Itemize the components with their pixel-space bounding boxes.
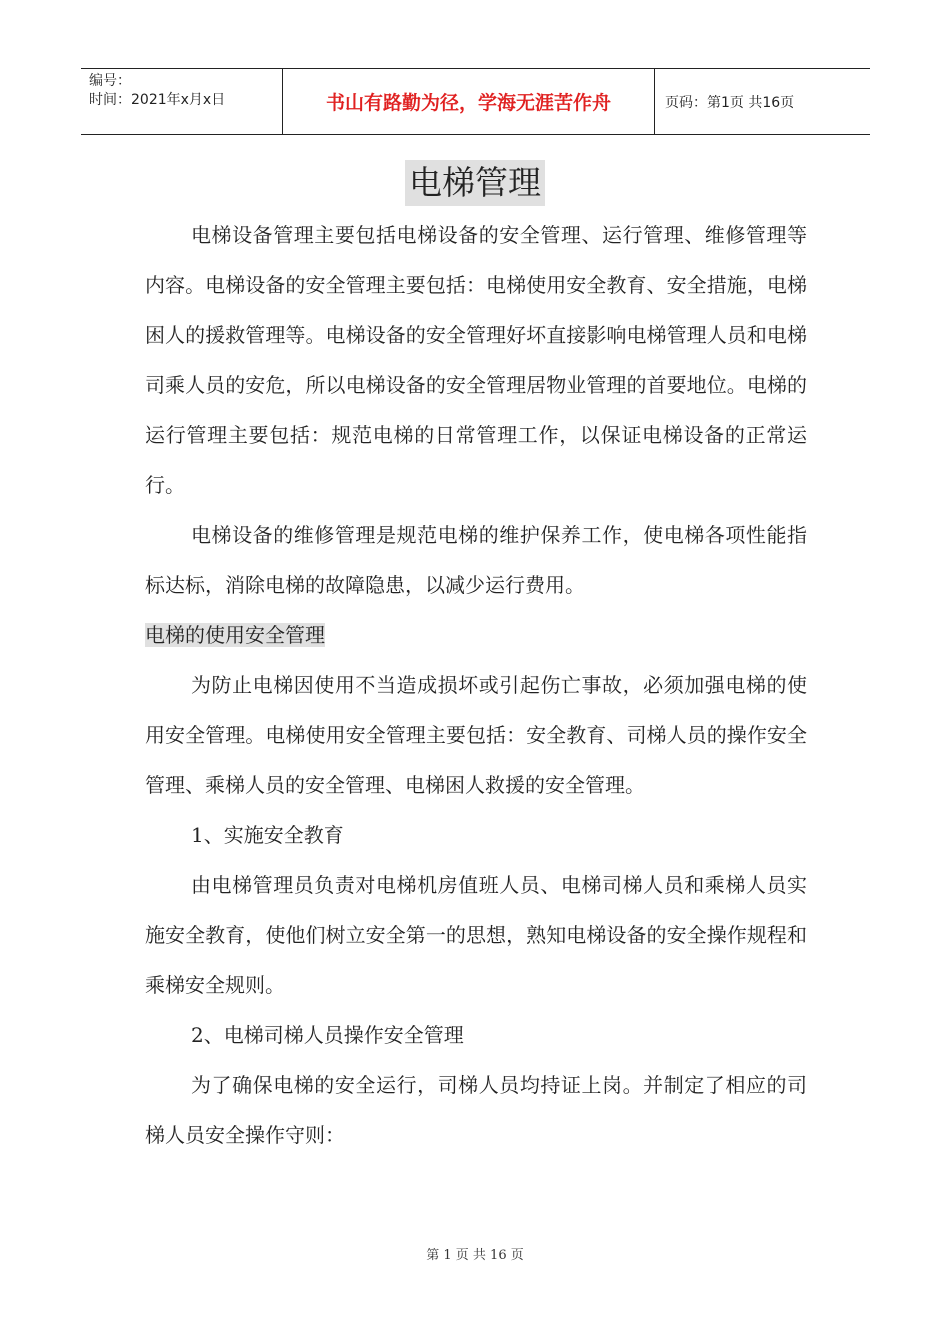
list-heading: 2、电梯司梯人员操作安全管理 xyxy=(191,1023,464,1047)
paragraph: 由电梯管理员负责对电梯机房值班人员、电梯司梯人员和乘梯人员实施安全教育，使他们树立安全第一的思想，熟知电梯设备的安全操作规程和乘梯安全规则。 xyxy=(145,873,807,997)
page-info-text: 页码：第1页 共16页 xyxy=(665,94,795,111)
section-heading xyxy=(145,610,807,660)
page-footer: 第 1 页 共 16 页 xyxy=(426,1248,524,1263)
document-title xyxy=(0,160,950,206)
list-heading: 1、实施安全教育 xyxy=(191,823,344,847)
section-heading-text: 电梯的使用安全管理 xyxy=(145,623,325,647)
number-label: 编号： xyxy=(89,73,131,89)
title-text: 电梯管理 xyxy=(405,160,545,206)
paragraph: 为防止电梯因使用不当造成损坏或引起伤亡事故，必须加强电梯的使用安全管理。电梯使用安全管理主要包括：安全教育、司梯人员的操作安全管理、乘梯人员的安全管理、电梯困人救援的安全管理。 xyxy=(145,673,807,797)
motto-text: 书山有路勤为径，学海无涯苦作舟 xyxy=(325,92,611,114)
paragraph: 电梯设备的维修管理是规范电梯的维护保养工作，使电梯各项性能指标达标，消除电梯的故障隐患，以减少运行费用。 xyxy=(145,523,807,597)
document-body xyxy=(145,210,807,1160)
header-meta-cell xyxy=(81,69,283,134)
time-label: 时间：2021年x月x日 xyxy=(89,92,226,108)
paragraph: 电梯设备管理主要包括电梯设备的安全管理、运行管理、维修管理等内容。电梯设备的安全管理主要包括：电梯使用安全教育、安全措施，电梯困人的援救管理等。电梯设备的安全管理好坏直接影响电梯管理人员和电梯司乘人员的安危，所以电梯设备的安全管理居物业管理的首要地位。电梯的运行管理主要包括：规范电梯的日常管理工作，以保证电梯设备的正常运行。 xyxy=(145,223,807,497)
page-info-cell xyxy=(655,69,870,134)
paragraph: 为了确保电梯的安全运行，司梯人员均持证上岗。并制定了相应的司梯人员安全操作守则： xyxy=(145,1073,807,1147)
header-table xyxy=(81,68,870,135)
motto-cell xyxy=(283,69,655,134)
